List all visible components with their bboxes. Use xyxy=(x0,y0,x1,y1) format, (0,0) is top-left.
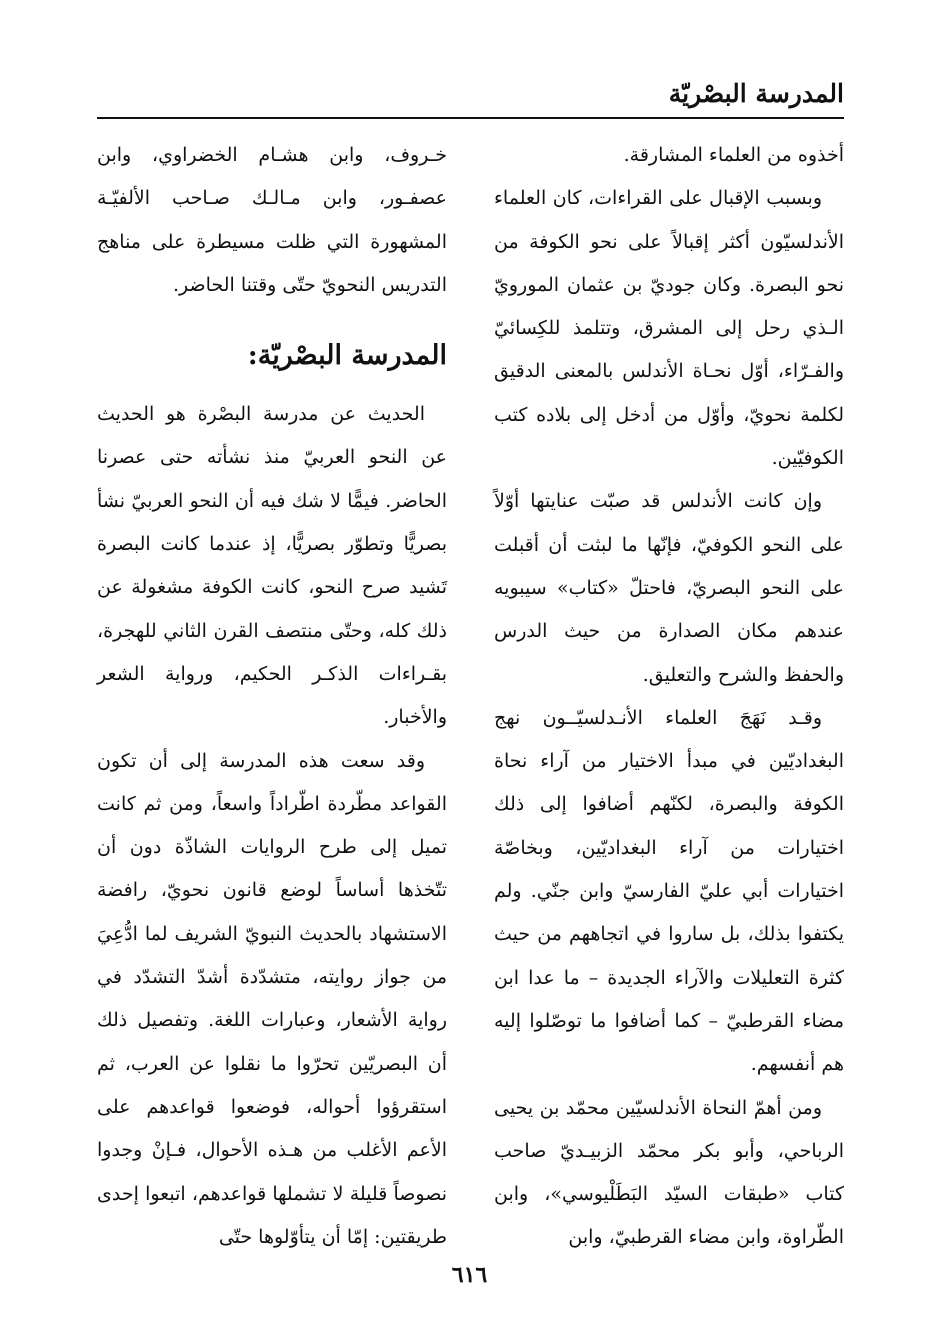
paragraph-continuation: أخذوه من العلماء المشارقة. xyxy=(623,144,844,166)
paragraph-continuation: خـروف، وابن هشـام الخضراوي، وابن عصفـور، وابن مـالـك صـاحب الألفيّـة المشهورة التي ظلت مسيطرة على مناهج التدريس النحويّ حتّى وقتنا الحاضر. xyxy=(97,144,447,296)
section-heading: المدرسة البصْريّة: xyxy=(247,340,447,372)
right-text-column xyxy=(494,134,844,1260)
paragraph: وقد سعت هذه المدرسة إلى أن تكون القواعد مطّردة اطّراداً واسعاً، ومن ثم كانت تميل إلى طرح الروايات الشاذّة دون أن تتّخذها أساساً لوضع قانون نحويّ، رافضة الاستشهاد بالحديث النبويّ الشريف لما ادُّعِيَ من جواز روايته، متشدّدة أشدّ التشدّد في رواية الأشعار، وعبارات اللغة. وتفصيل ذلك أن البصريّين تحرّوا ما نقلوا عن العرب، ثم استقرؤوا أحواله، فوضعوا قواعدهم على الأعم الأغلب من هـذه الأحوال، فـإنْ وجدوا نصوصاً قليلة لا تشملها قواعدهم، اتبعوا إحدى طريقتين: إمّا أن يتأوّلوها حتّى xyxy=(97,749,447,1248)
left-text-column xyxy=(97,134,447,1259)
page-number: ٦١٦ xyxy=(451,1262,488,1288)
paragraph: وبسبب الإقبال على القراءات، كان العلماء الأندلسيّون أكثر إقبالاً على نحو الكوفة من نحو البصرة. وكان جوديّ بن عثمان المورويّ الـذي رحل إلى المشرق، وتتلمذ للكِسائيّ والفـرّاء، أوّل نحـاة الأندلس بالمعنى الدقيق لكلمة نحويّ، وأوّل من أدخل إلى بلاده كتب الكوفيّين. xyxy=(494,187,844,470)
running-head-title: المدرسة البصْريّة xyxy=(668,79,844,108)
paragraph: ومن أهمّ النحاة الأندلسيّين محمّد بن يحيى الرباحي، وأبو بكر محمّد الزبيـديّ صاحب كتاب «طبقات السيّد البَطَلْيوسي»، وابن الطّراوة، وابن مضاء القرطبيّ، وابن xyxy=(494,1096,844,1249)
header-rule xyxy=(97,117,844,119)
paragraph: وقـد نَهَجَ العلماء الأنـدلسيّــون نهج البغداديّين في مبدأ الاختيار من آراء نحاة الكوفة والبصرة، لكنّهم أضافوا إلى ذلك اختيارات من آراء البغداديّين، وبخاصّة اختيارات أبي عليّ الفارسيّ وابن جنّي. ولم يكتفوا بذلك، بل ساروا في اتجاههم من حيث كثرة التعليلات والآراء الجديدة – ما عدا ابن مضاء القرطبيّ – كما أضافوا ما توصّلوا إليه هم أنفسهم. xyxy=(494,706,844,1076)
paragraph: الحديث عن مدرسة البصْرة هو الحديث عن النحو العربيّ منذ نشأته حتى عصرنا الحاضر. فيمًّا لا شك فيه أن النحو العربيّ نشأ بصريًّا وتطوّر بصريًّا، إذ عندما كانت البصرة تَشيد صرح النحو، كانت الكوفة مشغولة عن ذلك كله، وحتّى منتصف القرن الثاني للهجرة، بقـراءات الذكـر الحكيم، ورواية الشعر والأخبار. xyxy=(97,403,447,729)
paragraph: وإن كانت الأندلس قد صبّت عنايتها أوّلاً على النحو الكوفيّ، فإنّها ما لبثت أن أقبلت على النحو البصريّ، فاحتلّ «كتاب» سيبويه عندهم مكان الصدارة من حيث الدرس والحفظ والشرح والتعليق. xyxy=(494,490,844,686)
